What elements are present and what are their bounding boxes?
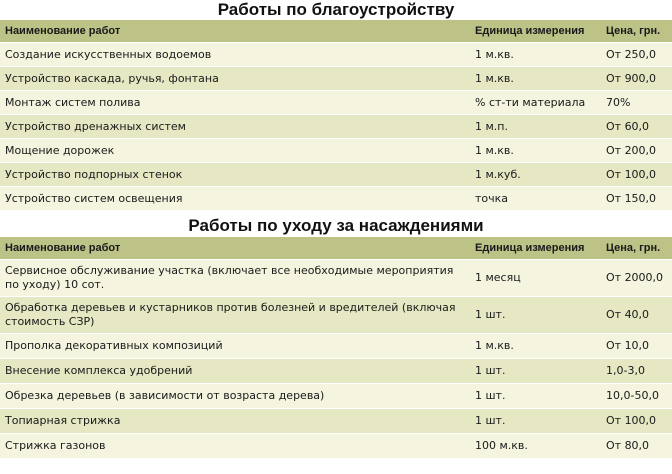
work-name-cell: Обрезка деревьев (в зависимости от возраста дерева) [0, 384, 470, 409]
work-name-cell: Мощение дорожек [0, 139, 470, 163]
unit-cell: 1 м.кв. [470, 334, 601, 359]
price-cell: 10,0-50,0 [601, 384, 672, 409]
work-name-cell: Обработка деревьев и кустарников против болезней и вредителей (включая стоимость СЗР) [0, 297, 470, 334]
column-header-price: Цена, грн. [601, 237, 672, 260]
section-plant-care [0, 215, 672, 459]
table-row [0, 384, 672, 409]
unit-cell: % ст-ти материала [470, 91, 601, 115]
price-cell: От 10,0 [601, 334, 672, 359]
price-table-plant-care [0, 237, 672, 459]
unit-cell: 1 м.п. [470, 115, 601, 139]
unit-cell: 1 месяц [470, 260, 601, 297]
unit-cell: 1 м.кв. [470, 139, 601, 163]
price-cell: От 200,0 [601, 139, 672, 163]
unit-cell: 1 м.куб. [470, 163, 601, 187]
table-row [0, 409, 672, 434]
work-name-cell: Устройство подпорных стенок [0, 163, 470, 187]
price-cell: От 100,0 [601, 409, 672, 434]
unit-cell: 1 шт. [470, 384, 601, 409]
work-name-cell: Монтаж систем полива [0, 91, 470, 115]
unit-cell: 100 м.кв. [470, 434, 601, 459]
price-cell: От 2000,0 [601, 260, 672, 297]
table-row [0, 297, 672, 334]
section-title-plant-care: Работы по уходу за насаждениями [188, 216, 484, 235]
price-cell: От 250,0 [601, 43, 672, 67]
unit-cell: 1 м.кв. [470, 67, 601, 91]
table-row [0, 43, 672, 67]
price-table-landscaping [0, 20, 672, 211]
price-cell: 70% [601, 91, 672, 115]
price-cell: От 100,0 [601, 163, 672, 187]
unit-cell: 1 шт. [470, 359, 601, 384]
work-name-cell: Прополка декоративных композиций [0, 334, 470, 359]
unit-cell: точка [470, 187, 601, 211]
table-row [0, 359, 672, 384]
column-header-work-name: Наименование работ [0, 20, 470, 43]
table-row [0, 67, 672, 91]
column-header-unit: Единица измерения [470, 237, 601, 260]
unit-cell: 1 м.кв. [470, 43, 601, 67]
column-header-work-name: Наименование работ [0, 237, 470, 260]
table-row [0, 115, 672, 139]
table-row [0, 139, 672, 163]
work-name-cell: Устройство систем освещения [0, 187, 470, 211]
table-row [0, 334, 672, 359]
work-name-cell: Устройство каскада, ручья, фонтана [0, 67, 470, 91]
price-cell: От 80,0 [601, 434, 672, 459]
price-cell: От 900,0 [601, 67, 672, 91]
table-row [0, 163, 672, 187]
price-cell: От 60,0 [601, 115, 672, 139]
column-header-price: Цена, грн. [601, 20, 672, 43]
price-cell: От 150,0 [601, 187, 672, 211]
table-row [0, 434, 672, 459]
work-name-cell: Стрижка газонов [0, 434, 470, 459]
table-row [0, 187, 672, 211]
price-cell: 1,0-3,0 [601, 359, 672, 384]
work-name-cell: Внесение комплекса удобрений [0, 359, 470, 384]
work-name-cell: Топиарная стрижка [0, 409, 470, 434]
section-landscaping [0, 0, 672, 211]
work-name-cell: Создание искусственных водоемов [0, 43, 470, 67]
unit-cell: 1 шт. [470, 409, 601, 434]
work-name-cell: Сервисное обслуживание участка (включает все необходимые мероприятия по уходу) 10 сот. [0, 260, 470, 297]
table-header-row [0, 20, 672, 43]
table-header-row [0, 237, 672, 260]
work-name-cell: Устройство дренажных систем [0, 115, 470, 139]
unit-cell: 1 шт. [470, 297, 601, 334]
price-cell: От 40,0 [601, 297, 672, 334]
section-title-landscaping: Работы по благоустройству [217, 0, 455, 19]
column-header-unit: Единица измерения [470, 20, 601, 43]
table-row [0, 91, 672, 115]
table-row [0, 260, 672, 297]
